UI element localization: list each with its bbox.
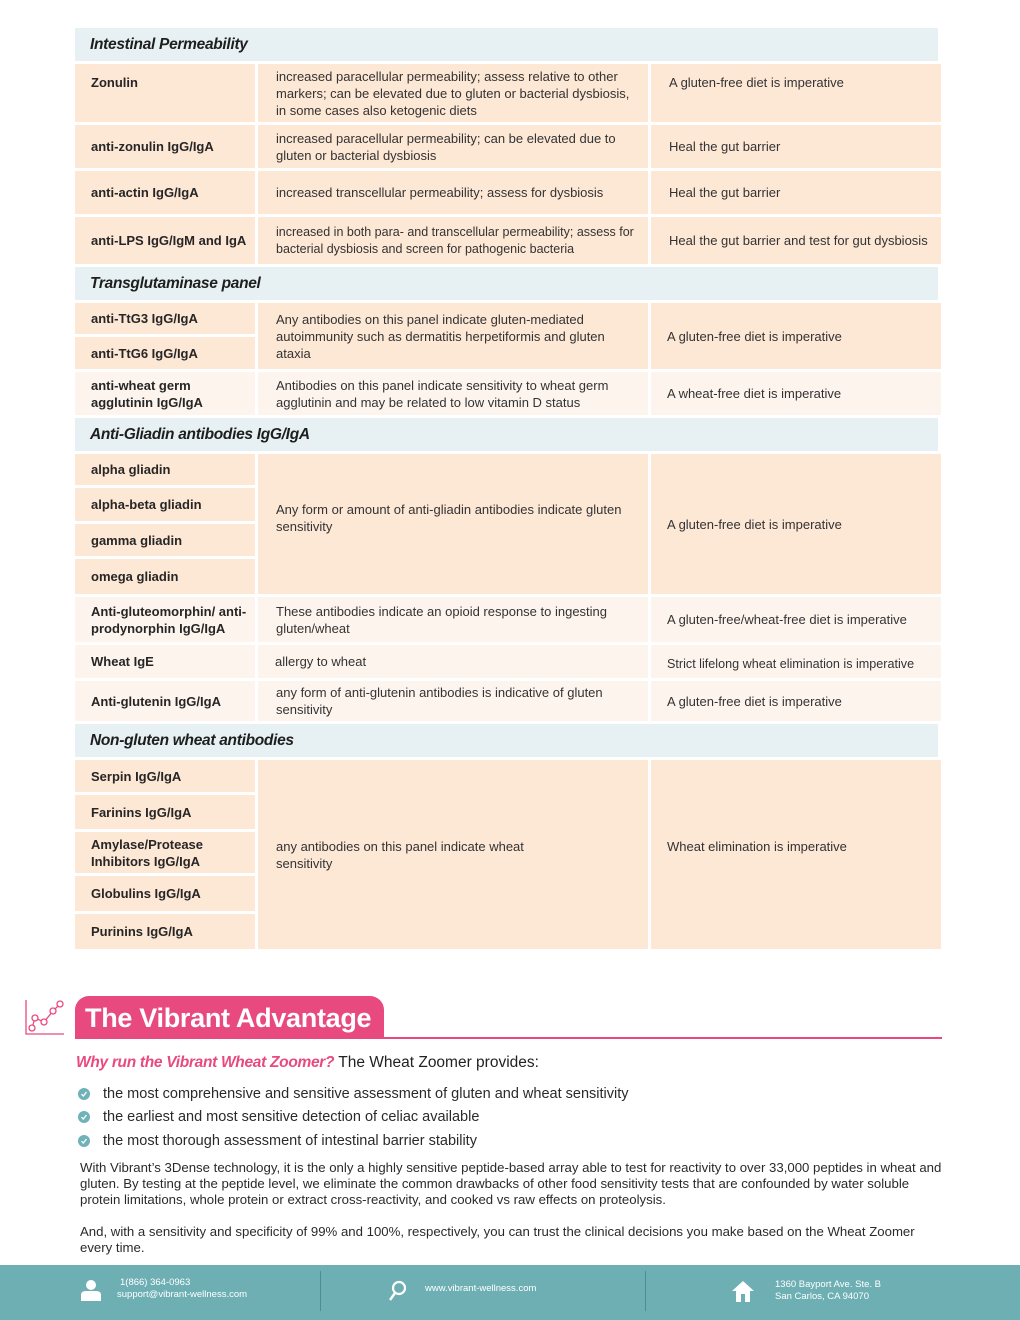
marker-cell: gamma gliadin: [75, 524, 255, 556]
marker-cell: Anti-gluteomorphin/ anti-prodynorphin IgG/IgA: [75, 597, 255, 642]
section-anti-gliadin: [75, 454, 938, 721]
section-transglutaminase: [75, 303, 938, 415]
description-cell: allergy to wheat: [258, 645, 648, 678]
bullet-text: the earliest and most sensitive detection of celiac available: [103, 1109, 480, 1126]
marker-cell: Serpin IgG/IgA: [75, 760, 255, 792]
list-item: [78, 1106, 629, 1130]
search-icon: [388, 1280, 408, 1307]
recommendation-cell: A gluten-free diet is imperative: [651, 64, 941, 122]
recommendation-cell: Heal the gut barrier: [651, 171, 941, 214]
page-footer: [0, 1265, 1020, 1320]
marker-cell: Wheat IgE: [75, 645, 255, 678]
recommendation-cell: A gluten-free diet is imperative: [651, 303, 941, 369]
advantage-bullet-list: [78, 1082, 629, 1153]
why-question: Why run the Vibrant Wheat Zoomer?: [76, 1054, 335, 1071]
section-header-intestinal-permeability: Intestinal Permeability: [75, 28, 938, 61]
description-cell: Any form or amount of anti-gliadin antibodies indicate gluten sensitivity: [258, 454, 648, 594]
marker-cell: anti-actin IgG/IgA: [75, 171, 255, 214]
description-cell: Antibodies on this panel indicate sensitivity to wheat germ agglutinin and may be related to low vitamin D status: [258, 372, 648, 415]
marker-cell: Purinins IgG/IgA: [75, 914, 255, 949]
marker-cell: anti-TtG3 IgG/IgA: [75, 303, 255, 334]
marker-cell: alpha-beta gliadin: [75, 488, 255, 521]
footer-divider: [320, 1271, 321, 1311]
section-divider: [75, 1037, 942, 1039]
description-cell: These antibodies indicate an opioid response to ingesting gluten/wheat: [258, 597, 648, 642]
marker-cell: anti-wheat germ agglutinin IgG/IgA: [75, 372, 255, 415]
description-cell: any form of anti-glutenin antibodies is indicative of gluten sensitivity: [258, 681, 648, 721]
checkmark-icon: [78, 1088, 90, 1100]
footer-address-line2: San Carlos, CA 94070: [775, 1291, 870, 1302]
home-icon: [732, 1280, 754, 1307]
section-title-vibrant-advantage: The Vibrant Advantage: [75, 996, 384, 1038]
description-cell: increased in both para- and transcellular permeability; assess for bacterial dysbiosis and screen for pathogenic bacteria: [258, 217, 648, 264]
recommendation-cell: A gluten-free/wheat-free diet is imperative: [651, 597, 941, 642]
technology-paragraph: With Vibrant’s 3Dense technology, it is the only a highly sensitive peptide-based array able to test for reactivity to over 33,000 peptides in wheat and gluten. By testing at the peptide level, we eliminate the common drawbacks of other food sensitivity tests that are confounded by water soluble protein limitations, whole protein or extract cross-reactivity, and cooked vs raw effects on proteolysis.: [80, 1160, 942, 1207]
recommendation-cell: A wheat-free diet is imperative: [651, 372, 941, 415]
marker-cell: anti-LPS IgG/IgM and IgA: [75, 217, 255, 264]
recommendation-cell: Strict lifelong wheat elimination is imperative: [651, 645, 941, 678]
description-cell: increased transcellular permeability; assess for dysbiosis: [258, 171, 648, 214]
marker-cell: Globulins IgG/IgA: [75, 876, 255, 911]
recommendation-cell: Heal the gut barrier and test for gut dysbiosis: [651, 217, 941, 264]
description-cell: any antibodies on this panel indicate wheat sensitivity: [258, 760, 648, 949]
marker-cell: anti-zonulin IgG/IgA: [75, 125, 255, 168]
marker-cell: omega gliadin: [75, 559, 255, 594]
marker-cell: Zonulin: [75, 64, 255, 122]
footer-email[interactable]: support@vibrant-wellness.com: [117, 1289, 248, 1300]
marker-cell: anti-TtG6 IgG/IgA: [75, 337, 255, 369]
footer-phone[interactable]: 1(866) 364-0963: [120, 1277, 191, 1288]
why-intro: The Wheat Zoomer provides:: [334, 1054, 539, 1071]
marker-cell: Anti-glutenin IgG/IgA: [75, 681, 255, 721]
marker-cell: Amylase/Protease Inhibitors IgG/IgA: [75, 832, 255, 873]
description-cell: increased paracellular permeability; can be elevated due to gluten or bacterial dysbiosis: [258, 125, 648, 168]
list-item: [78, 1129, 629, 1153]
description-cell: Any antibodies on this panel indicate gluten-mediated autoimmunity such as dermatitis herpetiformis and gluten ataxia: [258, 303, 648, 369]
section-non-gluten-wheat: [75, 760, 938, 949]
recommendation-cell: Wheat elimination is imperative: [651, 760, 941, 949]
why-run-line: [76, 1054, 539, 1072]
section-header-anti-gliadin: Anti-Gliadin antibodies IgG/IgA: [75, 418, 938, 451]
person-icon: [80, 1279, 102, 1306]
section-intestinal-permeability: [75, 64, 938, 264]
bullet-text: the most comprehensive and sensitive assessment of gluten and wheat sensitivity: [103, 1085, 629, 1102]
checkmark-icon: [78, 1135, 90, 1147]
recommendation-cell: A gluten-free diet is imperative: [651, 454, 941, 594]
recommendation-cell: Heal the gut barrier: [651, 125, 941, 168]
accuracy-paragraph: And, with a sensitivity and specificity of 99% and 100%, respectively, you can trust the clinical decisions you make based on the Wheat Zoomer every time.: [80, 1224, 915, 1255]
section-header-transglutaminase: Transglutaminase panel: [75, 267, 938, 300]
footer-divider: [645, 1271, 646, 1311]
recommendation-cell: A gluten-free diet is imperative: [651, 681, 941, 721]
marker-cell: Farinins IgG/IgA: [75, 795, 255, 829]
line-chart-icon: [24, 998, 64, 1036]
section-header-non-gluten-wheat: Non-gluten wheat antibodies: [75, 724, 938, 757]
marker-cell: alpha gliadin: [75, 454, 255, 485]
bullet-text: the most thorough assessment of intestinal barrier stability: [103, 1132, 477, 1149]
results-interpretation-table: [75, 28, 938, 952]
checkmark-icon: [78, 1111, 90, 1123]
list-item: [78, 1082, 629, 1106]
footer-address-line1: 1360 Bayport Ave. Ste. B: [775, 1279, 881, 1290]
footer-website[interactable]: www.vibrant-wellness.com: [425, 1283, 537, 1294]
description-cell: increased paracellular permeability; assess relative to other markers; can be elevated due to gluten or bacterial dysbiosis, in some cases also ketogenic diets: [258, 64, 648, 122]
